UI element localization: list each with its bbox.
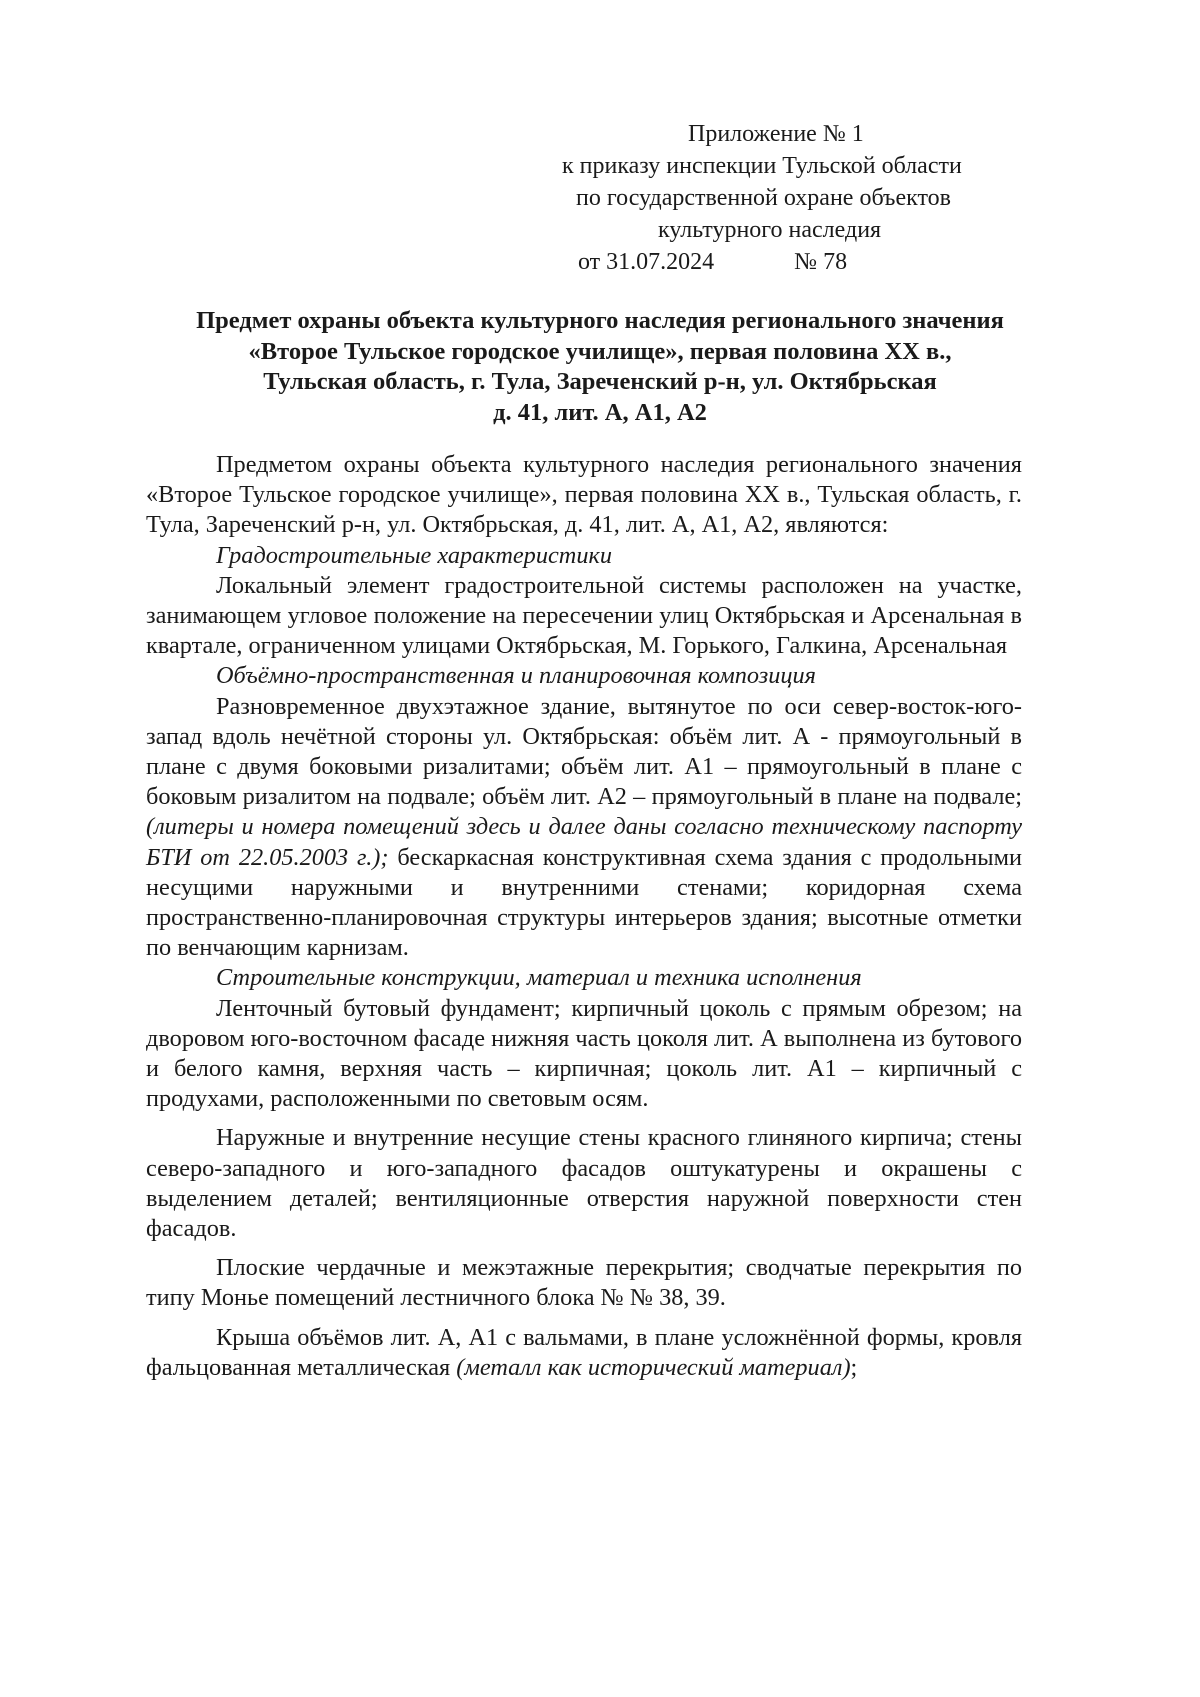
- document-body: [146, 450, 1022, 1383]
- order-date: от 31.07.2024: [578, 249, 715, 275]
- appendix-heritage-line: культурного наследия: [658, 217, 882, 243]
- construction-paragraph-walls: Наружные и внутренние несущие стены красного глиняного кирпича; стены северо-западного и юго-западного фасадов оштукатурены и окрашены с выделением деталей; вентиляционные отверстия наружной поверхности стен фасадов.: [146, 1124, 1022, 1243]
- appendix-number: Приложение № 1: [688, 121, 864, 147]
- intro-paragraph: Предметом охраны объекта культурного наследия регионального значения «Второе Тульское городское училище», первая половина XX в., Тульская область, г. Тула, Зареченский р-н, ул. Октябрьская, д. 41, лит. А, А1, А2, являются:: [146, 451, 1022, 539]
- construction-paragraph-foundation: Ленточный бутовый фундамент; кирпичный цоколь с прямым обрезом; на дворовом юго-восточном фасаде нижняя часть цоколя лит. А выполнена из бутового и белого камня, верхняя часть – кирпичная; цоколь лит. А1 – кирпичный с продухами, расположенными по световым осям.: [146, 994, 1022, 1113]
- section-text-urban: Локальный элемент градостроительной системы расположен на участке, занимающем угловое положение на пересечении улиц Октябрьская и Арсенальная в квартале, ограниченном улицами Октябрьская, М. Горького, Галкина, Арсенальная: [146, 571, 1022, 660]
- title-line-1: Предмет охраны объекта культурного наследия регионального значения: [196, 307, 1004, 334]
- roof-text-note: (металл как исторический материал): [456, 1353, 851, 1381]
- order-number: № 78: [794, 249, 848, 275]
- appendix-order-line: к приказу инспекции Тульской области: [562, 153, 962, 179]
- construction-paragraph-roof: [146, 1323, 1022, 1383]
- construction-paragraph-floors: Плоские чердачные и межэтажные перекрытия; сводчатые перекрытия по типу Монье помещений лестничного блока № № 38, 39.: [146, 1254, 1022, 1312]
- composition-text-note: (литеры и номера помещений здесь и далее даны согласно техническому паспорту БТИ от 22.05.2003 г.);: [146, 813, 1022, 871]
- section-heading-composition: Объёмно-пространственная и планировочная композиция: [216, 662, 816, 690]
- section-text-composition: [146, 692, 1022, 964]
- composition-text-part-b: бескаркасная конструктивная схема здания с продольными несущими наружными и внутренними стенами; коридорная схема пространственно-планировочная структуры интерьеров здания; высотные отметки по венчающим карнизам.: [146, 843, 1023, 962]
- section-heading-urban: Градостроительные характеристики: [216, 541, 612, 569]
- appendix-authority-line: по государственной охране объектов: [576, 185, 951, 211]
- document-title: [120, 306, 1080, 428]
- title-line-2: «Второе Тульское городское училище», первая половина XX в.,: [248, 337, 952, 365]
- title-line-3: Тульская область, г. Тула, Зареченский р-н, ул. Октябрьская: [263, 368, 937, 395]
- section-heading-construction: Строительные конструкции, материал и техника исполнения: [216, 964, 862, 992]
- roof-text-part-a: Крыша объёмов лит. А, А1 с вальмами, в плане усложнённой формы, кровля фальцованная металлическая: [146, 1323, 1022, 1381]
- title-line-4: д. 41, лит. А, А1, А2: [493, 398, 707, 426]
- composition-text-part-a: Разновременное двухэтажное здание, вытянутое по оси север-восток-юго-запад вдоль нечётной стороны ул. Октябрьская: объём лит. А - прямоугольный в плане с двумя боковыми ризалитами; объём лит. А1 – прямоугольный в плане с боковым ризалитом на подвале; объём лит. А2 – прямоугольный в плане на подвале;: [146, 692, 1022, 811]
- appendix-date-line: [578, 246, 847, 278]
- roof-text-part-b: ;: [850, 1353, 858, 1381]
